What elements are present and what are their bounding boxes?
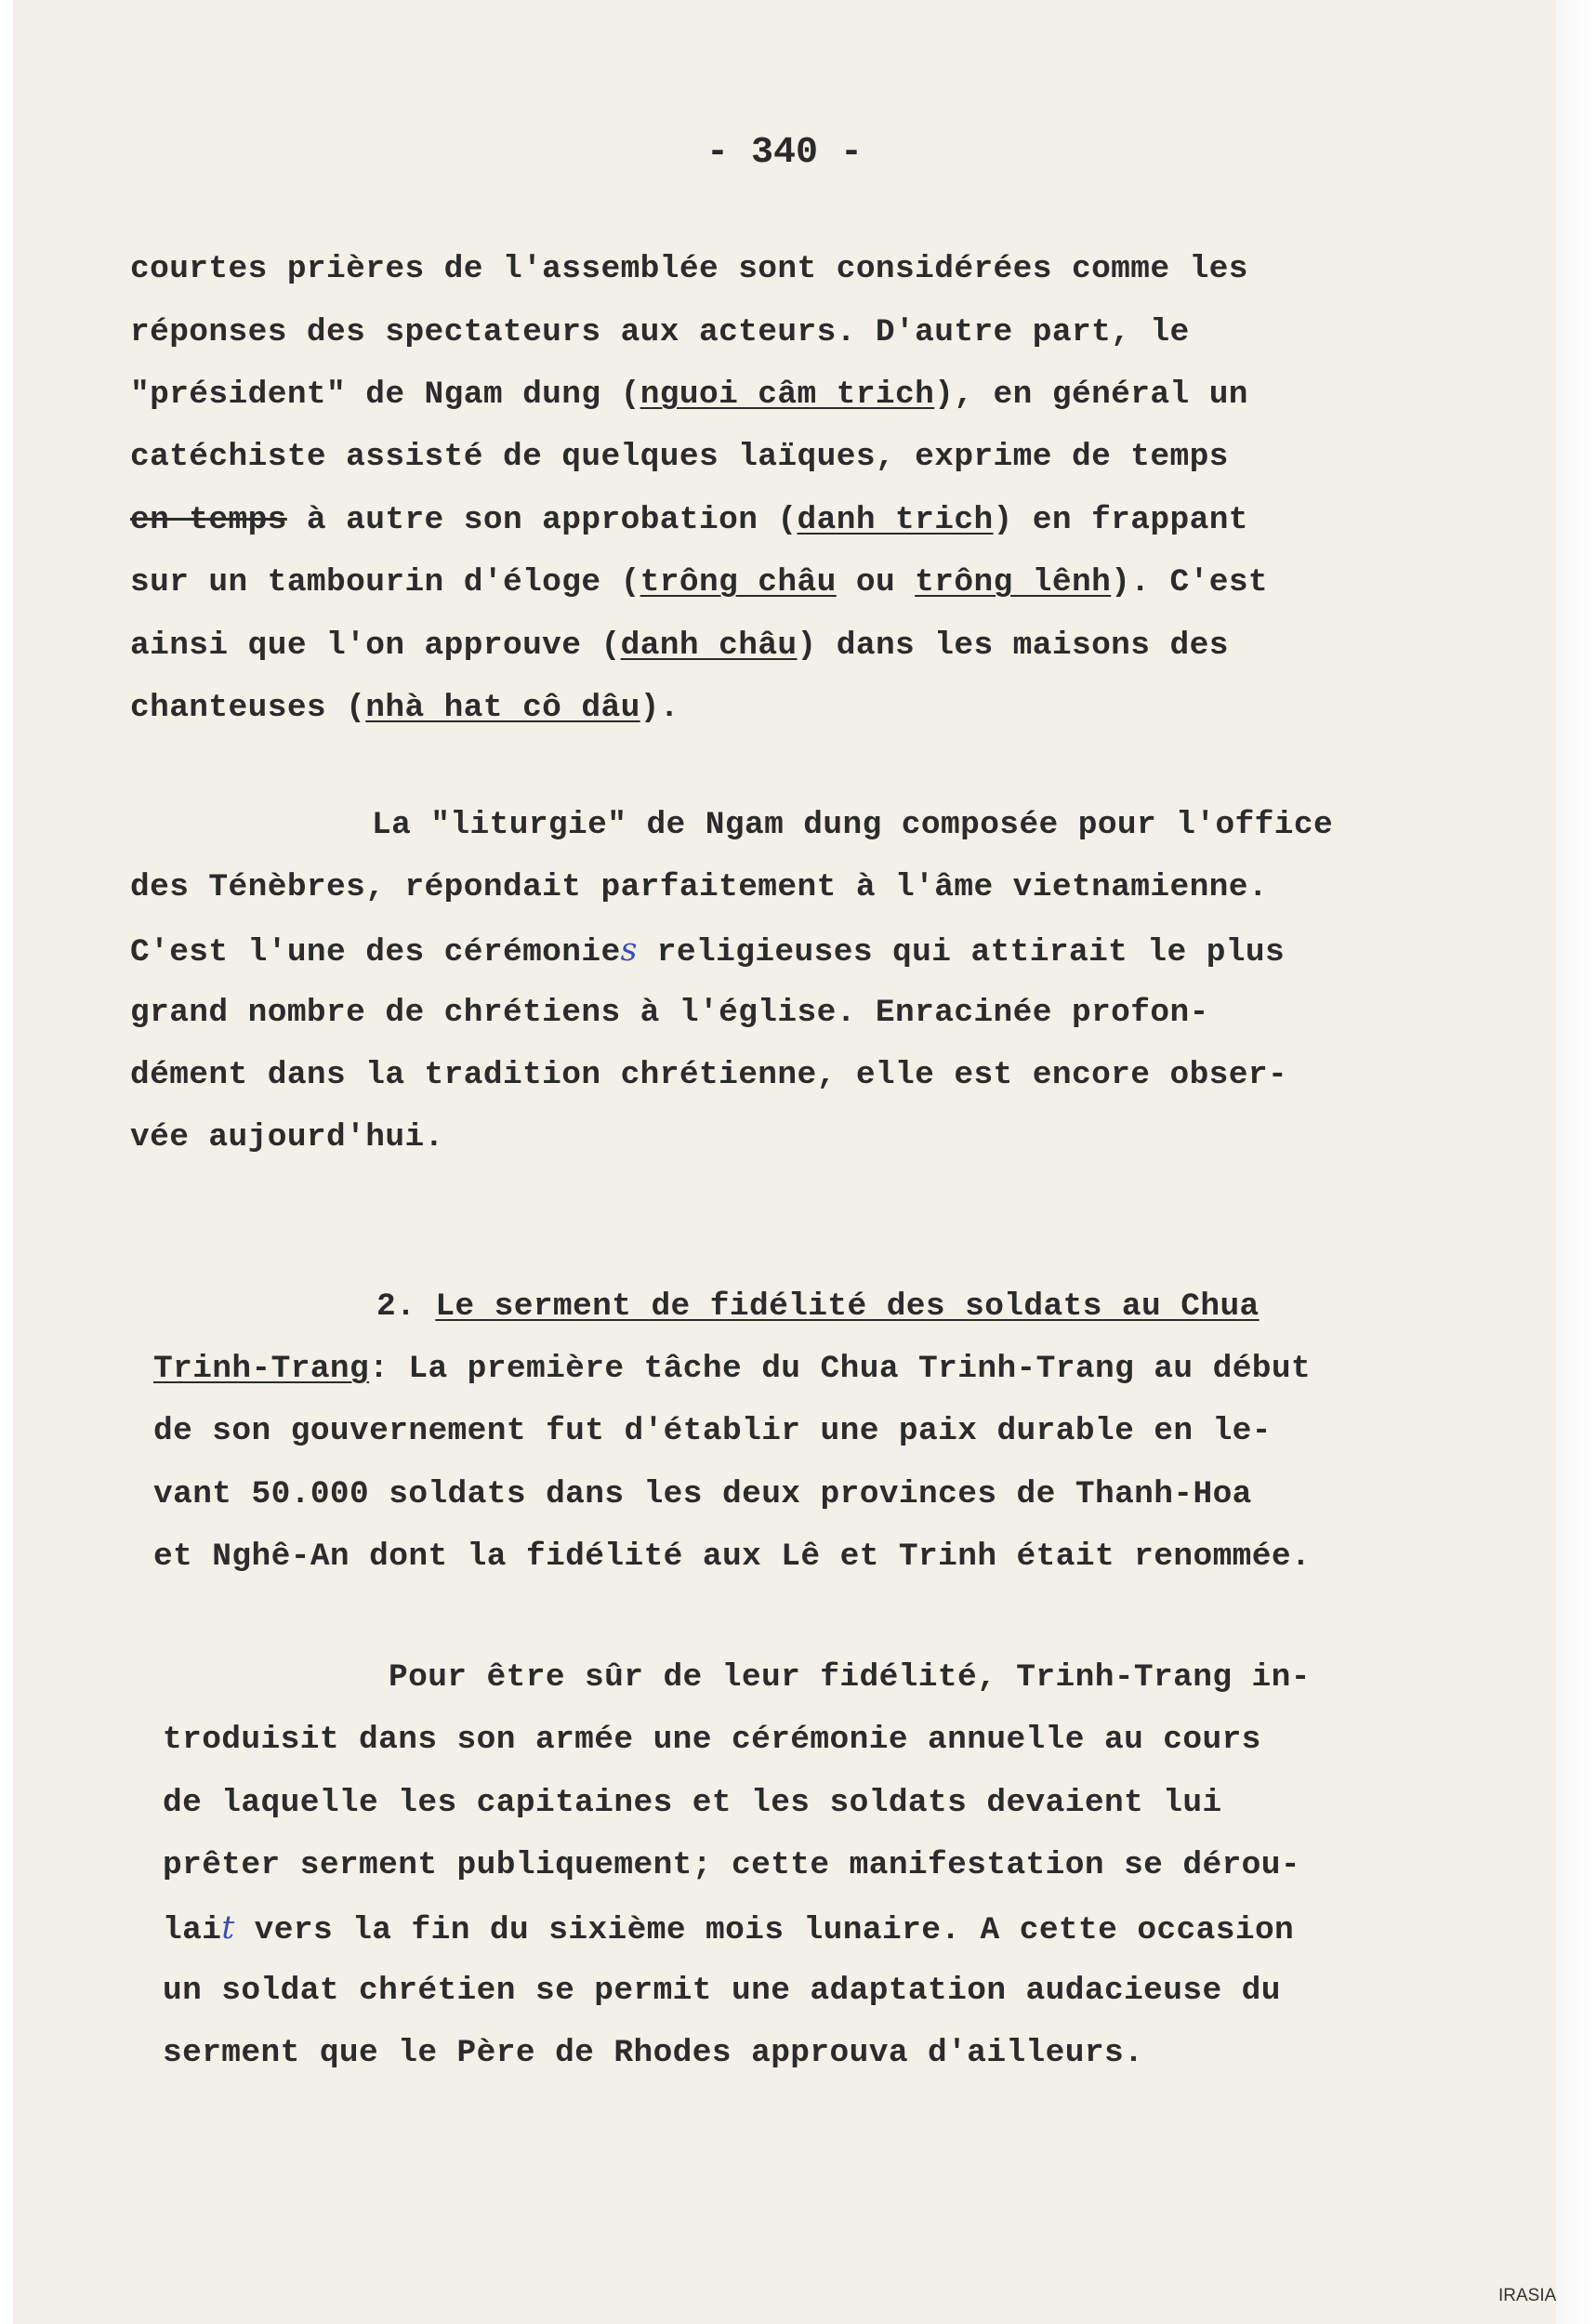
text-line: serment que le Père de Rhodes approuva d'ailleurs. [163,2035,1144,2071]
text-segment: ). [640,690,679,726]
struck-text: en temps [130,502,287,538]
text-line: prêter serment publiquement; cette manifestation se dérou- [163,1847,1300,1883]
vietnamese-term: trông lênh [915,564,1112,601]
text-line: Pour être sûr de leur fidélité, Trinh-Trang in- [389,1659,1311,1696]
vietnamese-term: nguoi câm trich [640,376,935,413]
text-segment: ) dans les maisons des [797,627,1229,664]
vietnamese-term: danh trich [797,502,994,538]
text-line: vant 50.000 soldats dans les deux provinces de Thanh-Hoa [153,1476,1252,1512]
text-segment: lai [163,1912,222,1948]
text-segment: ), en général un [934,376,1248,413]
text-line: vée aujourd'hui. [130,1119,444,1155]
text-segment: sur un tambourin d'éloge ( [130,564,640,601]
text-line: catéchiste assisté de quelques laïques, exprime de temps [130,439,1229,475]
section-heading [376,1288,1260,1325]
text-segment: chanteuses ( [130,690,366,726]
section-number: 2. [376,1288,436,1325]
text-line: troduisit dans son armée une cérémonie annuelle au cours [163,1722,1261,1758]
text-line: des Ténèbres, répondait parfaitement à l'âme vietnamienne. [130,869,1268,905]
text-line [130,502,1248,538]
text-line: La "liturgie" de Ngam dung composée pour l'office [372,807,1334,843]
handwritten-correction: s [620,931,638,969]
vietnamese-term: nhà hat cô dâu [365,690,640,726]
watermark: IRASIA [1498,2286,1557,2305]
text-segment: ). C'est [1111,564,1269,601]
text-segment: : La première tâche du Chua Trinh-Trang au début [369,1351,1312,1387]
page-edge [1556,0,1596,2324]
text-line [163,1909,1294,1948]
handwritten-correction: t [221,1909,235,1947]
text-line [130,690,679,726]
text-line: de laquelle les capitaines et les soldats devaient lui [163,1785,1222,1821]
text-line [130,627,1229,664]
text-segment: ainsi que l'on approuve ( [130,627,621,664]
text-line: courtes prières de l'assemblée sont considérées comme les [130,251,1248,287]
text-line: dément dans la tradition chrétienne, elle est encore obser- [130,1057,1288,1093]
text-segment: à autre son approbation ( [286,502,798,538]
page-number: - 340 - [706,132,864,174]
text-line [130,376,1248,413]
text-line [153,1351,1311,1387]
text-segment: C'est l'une des cérémonie [130,934,621,971]
text-line: réponses des spectateurs aux acteurs. D'autre part, le [130,314,1190,350]
text-line [130,564,1268,601]
section-title: Le serment de fidélité des soldats au Chua [435,1288,1260,1325]
text-segment: religieuses qui attirait le plus [637,934,1286,971]
vietnamese-term: trông châu [640,564,837,601]
text-line: et Nghê-An dont la fidélité aux Lê et Trinh était renommée. [153,1538,1312,1575]
section-title: Trinh-Trang [153,1351,370,1387]
text-segment: ou [836,564,916,601]
text-segment: vers la fin du sixième mois lunaire. A cette occasion [234,1912,1295,1948]
vietnamese-term: danh châu [620,627,798,664]
text-line: grand nombre de chrétiens à l'église. Enracinée profon- [130,995,1209,1031]
text-line: un soldat chrétien se permit une adaptation audacieuse du [163,1973,1281,2009]
text-line [130,931,1285,971]
text-line: de son gouvernement fut d'établir une paix durable en le- [153,1413,1272,1449]
text-segment: ) en frappant [993,502,1248,538]
text-segment: "président" de Ngam dung ( [130,376,640,413]
